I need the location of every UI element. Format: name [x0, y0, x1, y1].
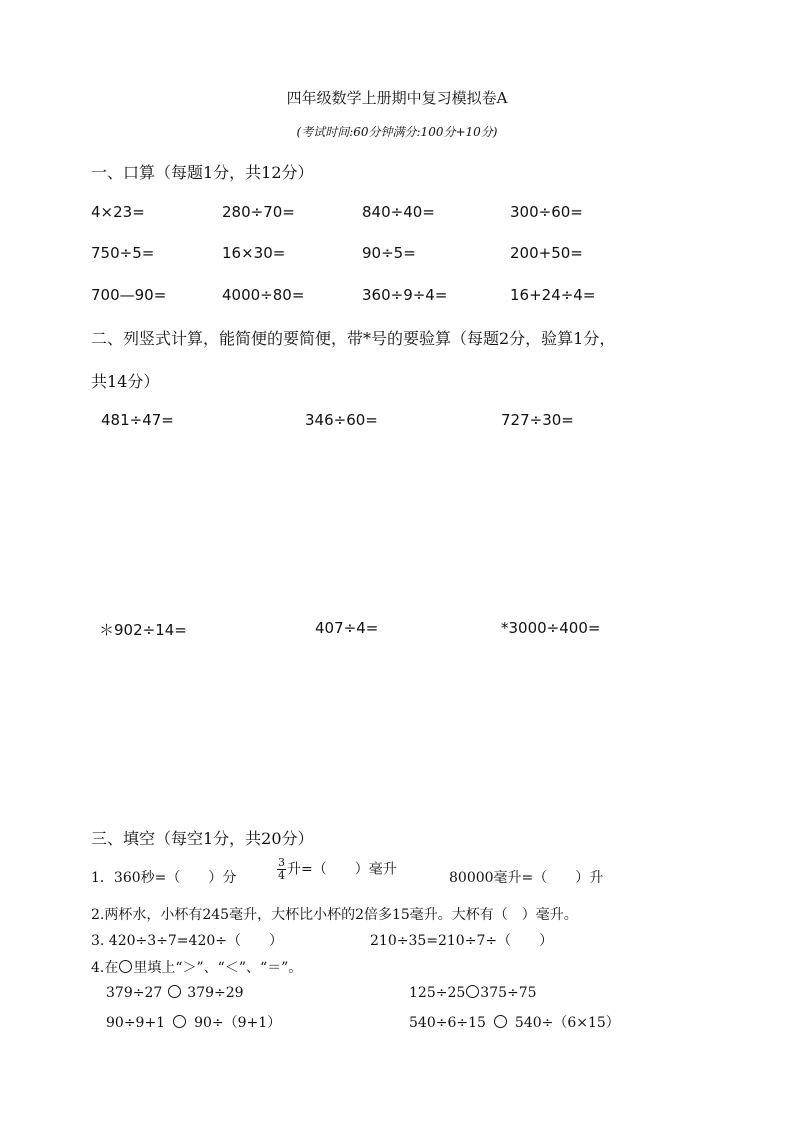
section-1-title: 一、口算（每题1分，共12分） — [91, 163, 314, 182]
compare-right: 379÷29 — [187, 985, 244, 1001]
oral-calc-item: 700—90= — [91, 286, 167, 304]
compare-circle-icon[interactable] — [173, 1015, 186, 1028]
oral-calc-item: 4000÷80= — [222, 286, 305, 304]
fraction-numerator: 3 — [278, 856, 285, 869]
fill-question-1a: 1．360秒=（ ）分 — [91, 870, 237, 886]
compare-left: 90÷9+1 — [106, 1015, 166, 1031]
compare-item — [106, 1012, 281, 1032]
oral-calc-item: 16+24÷4= — [510, 286, 596, 304]
fill-question-3b: 210÷35=210÷7÷（ ） — [370, 933, 554, 949]
circle-blank-icon — [119, 960, 132, 973]
fill-question-3a: 3. 420÷3÷7=420÷（ ） — [91, 933, 283, 949]
fill-question-1c: 80000毫升=（ ）升 — [449, 870, 604, 886]
oral-calc-item: 280÷70= — [222, 203, 295, 221]
oral-calc-item: 200+50= — [510, 244, 583, 262]
page-title: 四年级数学上册期中复习模拟卷A — [286, 89, 508, 107]
oral-calc-item: 16×30= — [222, 244, 286, 262]
vertical-calc-item: 727÷30= — [501, 411, 574, 429]
vertical-calc-item: *3000÷400= — [501, 619, 601, 637]
q4-title-suffix: 里填上“＞”、“＜”、“＝”。 — [133, 960, 303, 976]
oral-calc-item: 840÷40= — [362, 203, 435, 221]
section-2-title-cont: 共14分） — [91, 372, 160, 391]
compare-left: 540÷6÷15 — [409, 1015, 486, 1031]
compare-left: 379÷27 — [106, 985, 163, 1001]
fill-question-4-title — [91, 957, 302, 977]
section-2-title: 二、列竖式计算，能简便的要简便，带*号的要验算（每题2分，验算1分， — [91, 329, 616, 348]
compare-right: 90÷（9+1） — [194, 1015, 282, 1031]
compare-item — [106, 985, 244, 1001]
vertical-calc-item: 407÷4= — [315, 619, 379, 637]
oral-calc-item: 300÷60= — [510, 203, 583, 221]
vertical-calc-item: ＊902÷14= — [99, 621, 187, 639]
compare-circle-icon[interactable] — [168, 985, 181, 998]
oral-calc-item: 90÷5= — [362, 244, 416, 262]
oral-calc-item: 4×23= — [91, 203, 145, 221]
section-3-title: 三、填空（每空1分，共20分） — [91, 829, 314, 848]
exam-info: (考试时间:60分钟满分:100分+10分) — [296, 125, 498, 139]
vertical-calc-item: 481÷47= — [101, 411, 174, 429]
fill-question-1b-text: 升=（ ）毫升 — [287, 861, 397, 878]
fraction — [277, 857, 286, 882]
compare-item — [409, 1012, 620, 1032]
compare-item — [409, 985, 537, 1001]
fill-question-2: 2.两杯水，小杯有245毫升，大杯比小杯的2倍多15毫升。大杯有（ ）毫升。 — [91, 907, 578, 923]
compare-circle-icon[interactable] — [494, 1015, 507, 1028]
vertical-calc-item: 346÷60= — [305, 411, 378, 429]
oral-calc-item: 360÷9÷4= — [362, 286, 448, 304]
compare-circle-icon[interactable] — [466, 985, 479, 998]
oral-calc-item: 750÷5= — [91, 244, 155, 262]
q4-title-prefix: 4.在 — [91, 960, 119, 976]
fill-question-1b — [277, 857, 397, 882]
compare-left: 125÷25 — [409, 985, 466, 1001]
compare-right: 375÷75 — [480, 985, 537, 1001]
fraction-denominator: 4 — [278, 869, 285, 882]
compare-right: 540÷（6×15） — [514, 1015, 620, 1031]
